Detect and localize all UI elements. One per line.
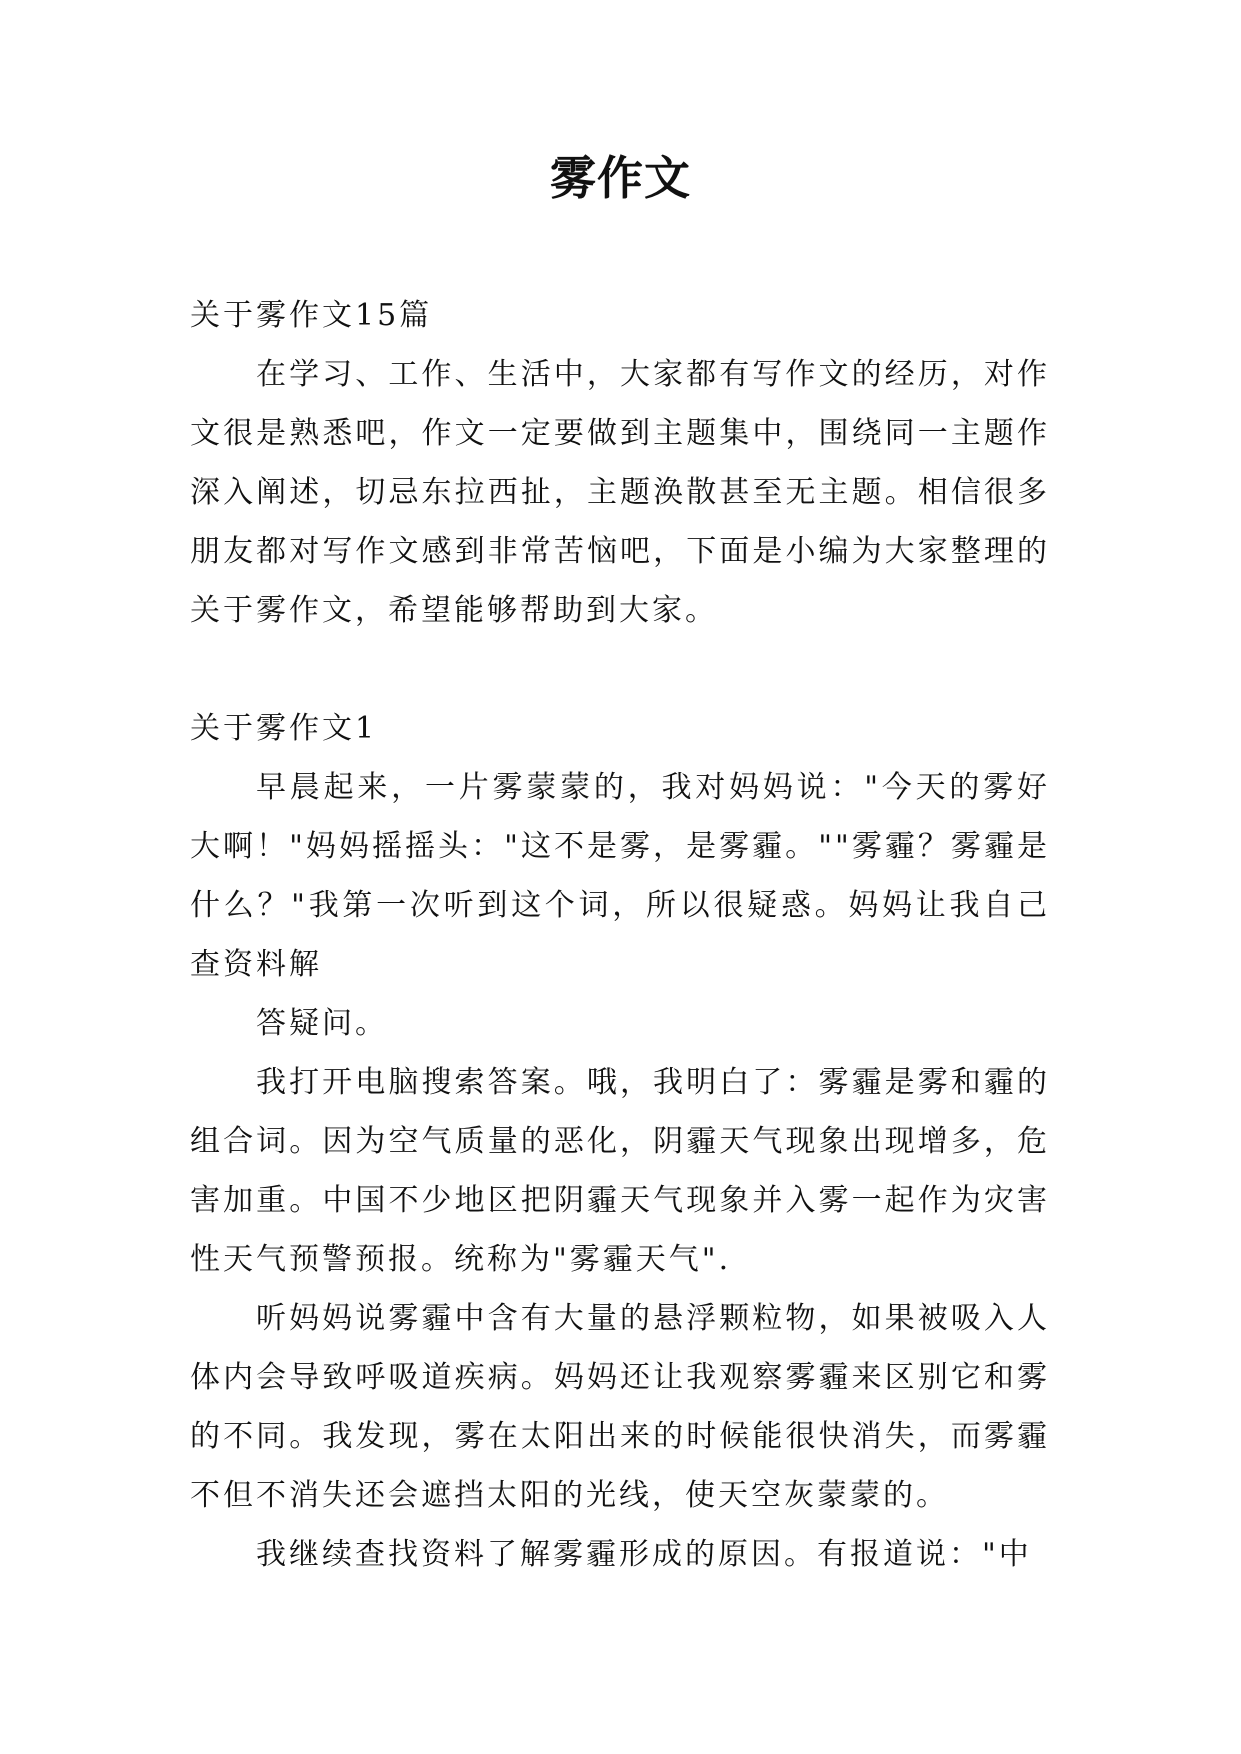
essay1-paragraph-1: 早晨起来，一片雾蒙蒙的，我对妈妈说："今天的雾好大啊！"妈妈摇摇头："这不是雾，是雾霾。""雾霾？雾霾是什么？"我第一次听到这个词，所以很疑惑。妈妈让我自己查资料解 [190, 770, 1050, 982]
essay1-paragraph-2: 答疑问。 [256, 1006, 388, 1041]
essay1-paragraph-3: 我打开电脑搜索答案。哦，我明白了：雾霾是雾和霾的组合词。因为空气质量的恶化，阴霾天气现象出现增多，危害加重。中国不少地区把阴霾天气现象并入雾一起作为灾害性天气预警预报。统称为"雾霾天气". [190, 1065, 1050, 1277]
page-title: 雾作文 [550, 151, 691, 205]
intro-paragraph: 在学习、工作、生活中，大家都有写作文的经历，对作文很是熟悉吧，作文一定要做到主题集中，围绕同一主题作深入阐述，切忌东拉西扯，主题涣散甚至无主题。相信很多朋友都对写作文感到非常苦恼吧，下面是小编为大家整理的关于雾作文，希望能够帮助到大家。 [190, 357, 1050, 628]
essay1-heading: 关于雾作文1 [190, 711, 378, 746]
intro-heading: 关于雾作文15篇 [190, 298, 433, 333]
essay1-paragraph-5: 我继续查找资料了解雾霾形成的原因。有报道说："中 [256, 1537, 1032, 1572]
section-spacer [190, 640, 1050, 699]
essay1-paragraph-4: 听妈妈说雾霾中含有大量的悬浮颗粒物，如果被吸入人体内会导致呼吸道疾病。妈妈还让我观察雾霾来区别它和雾的不同。我发现，雾在太阳出来的时候能很快消失，而雾霾不但不消失还会遮挡太阳的光线，使天空灰蒙蒙的。 [190, 1301, 1050, 1513]
document-body [190, 286, 1050, 1584]
